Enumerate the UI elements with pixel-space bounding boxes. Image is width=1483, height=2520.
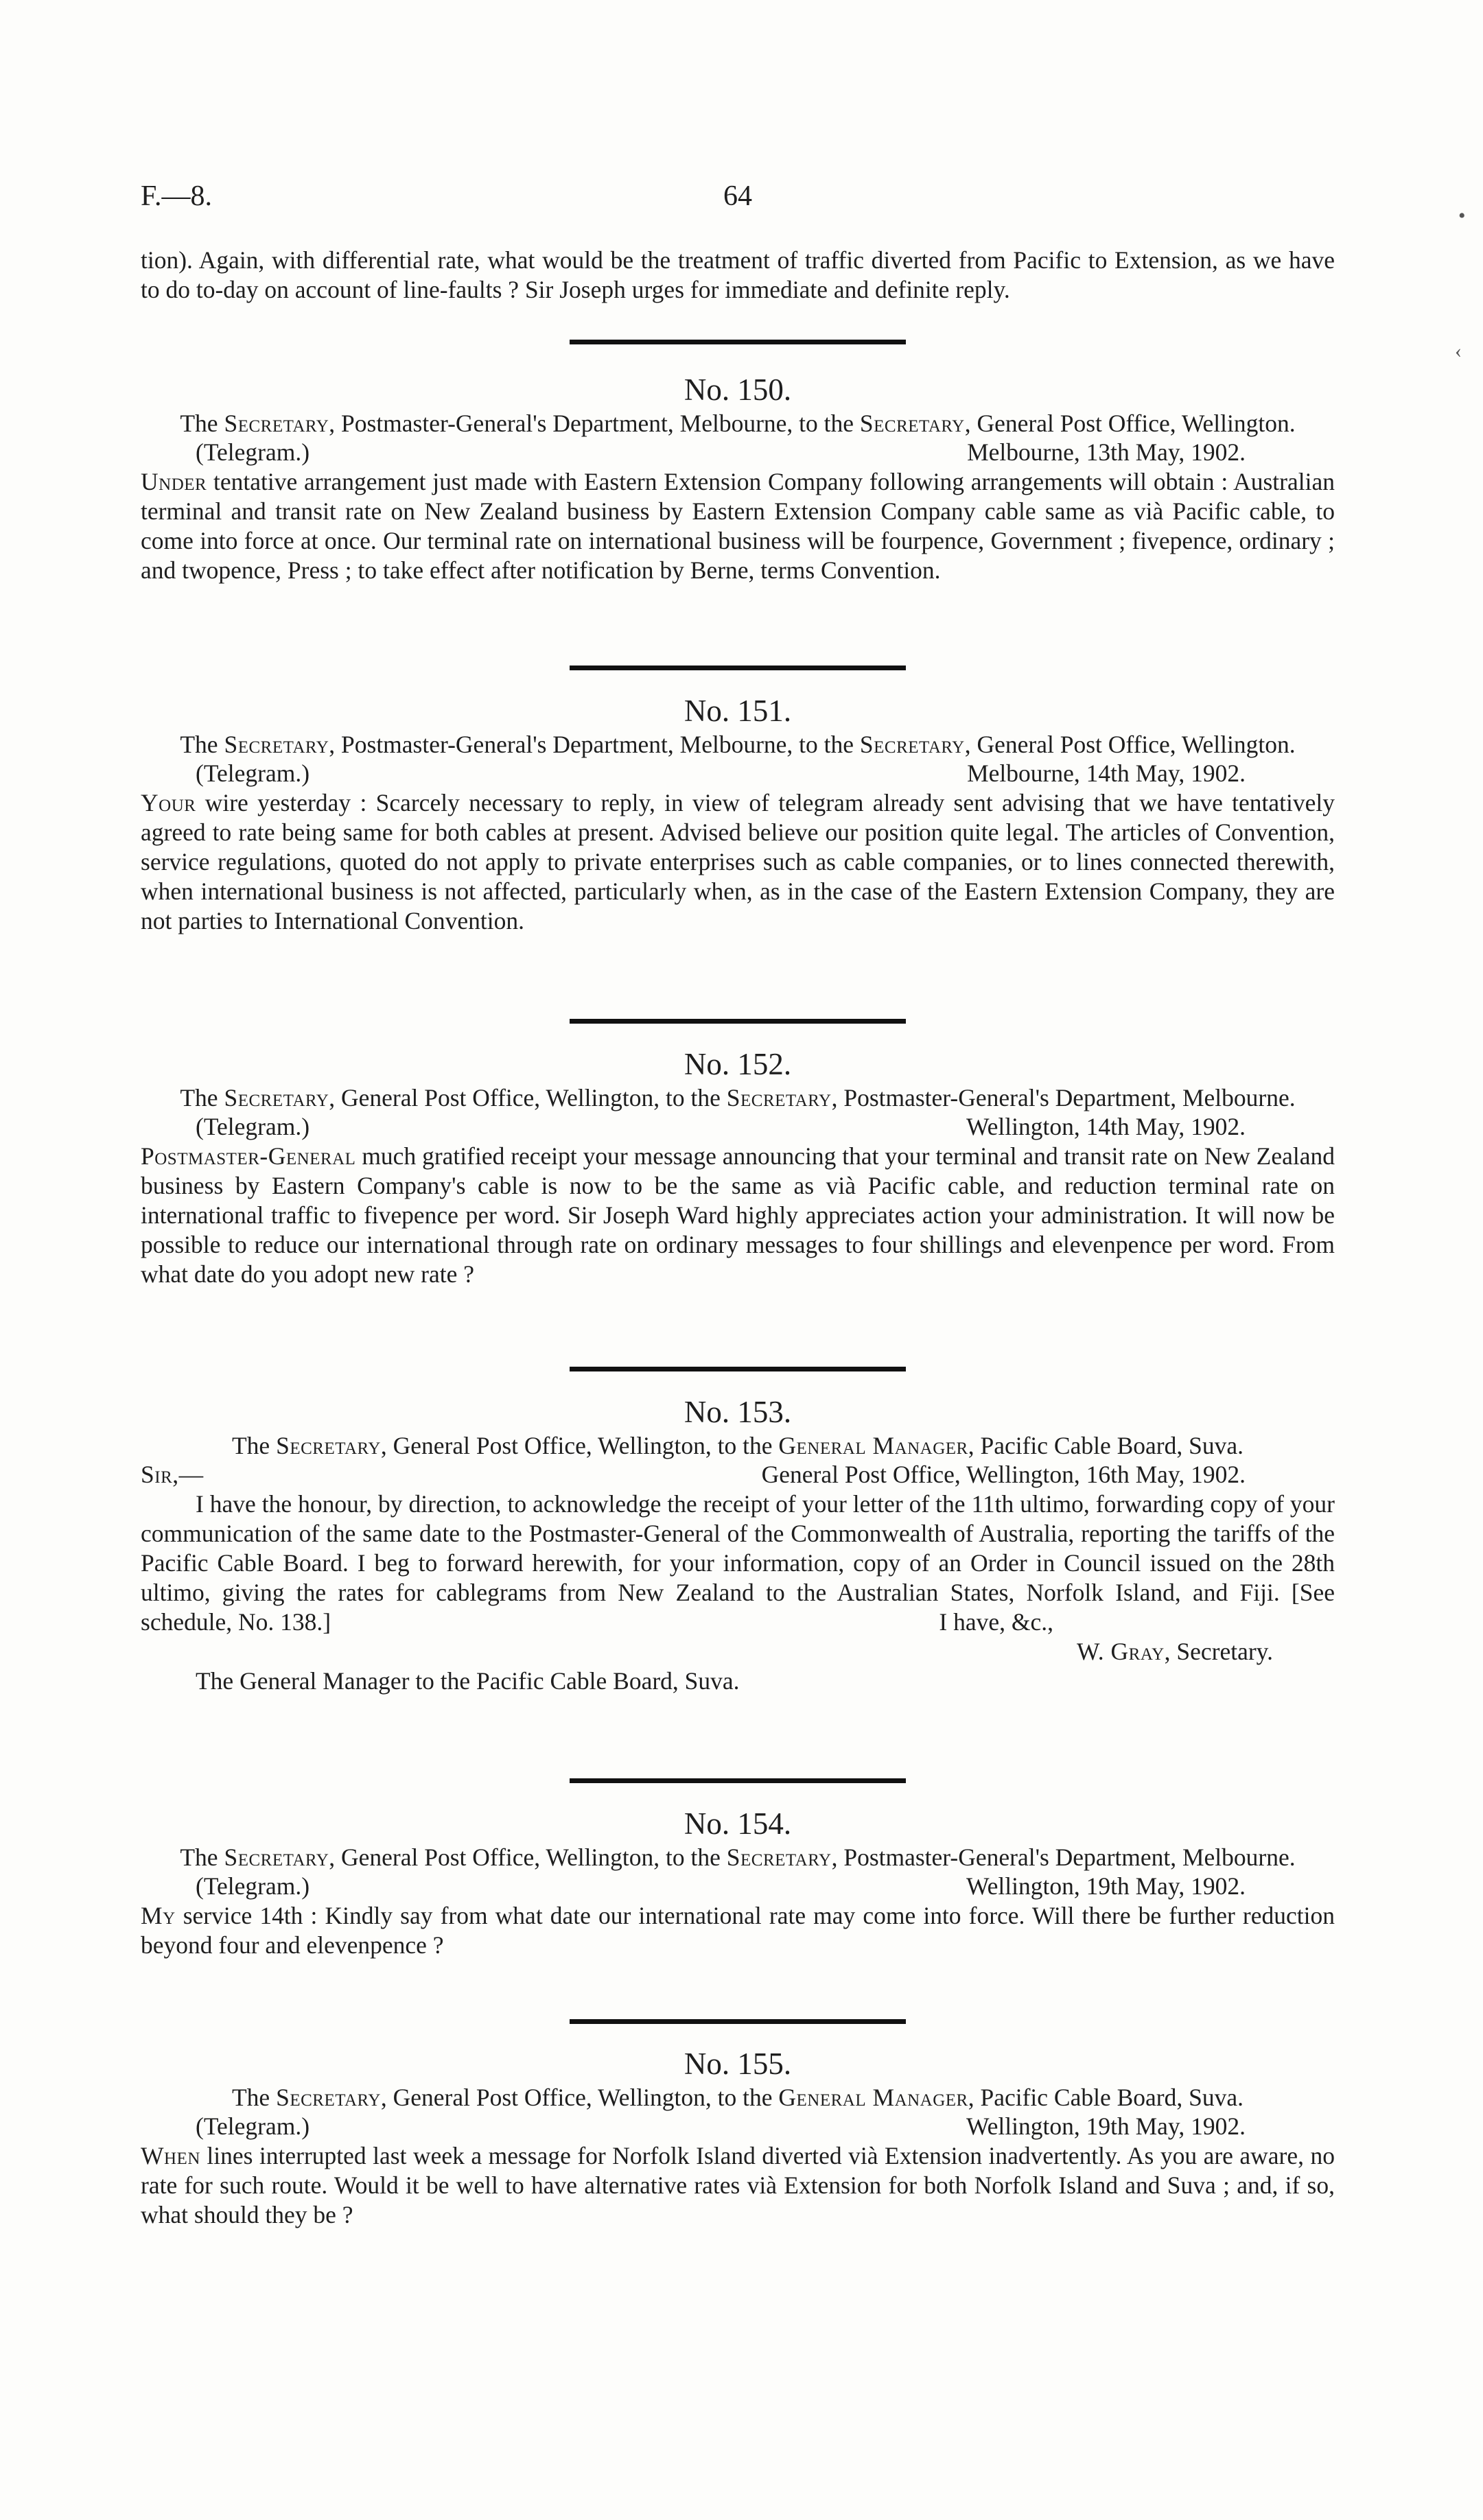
scan-mark: • [1458,204,1466,227]
separator-rule [141,1367,1335,1371]
addressee: The General Manager to the Pacific Cable Board, Suva. [196,1667,740,1695]
item-heading: The Secretary, General Post Office, Wellington, to the Secretary, Postmaster-General's Department, Melbourne. [180,1844,1296,1871]
closing-line [141,1608,1335,1637]
separator-rule [141,2019,1335,2024]
separator-rule [141,666,1335,670]
item-body: My service 14th : Kindly say from what date our international rate may come into force. Will there be further reduction beyond four and elevenpence ? [141,1902,1335,1959]
signature: W. Gray, Secretary. [1077,1638,1273,1665]
closing: I have, &c., [939,1608,1053,1636]
place-date: General Post Office, Wellington, 16th May, 1902. [761,1461,1246,1488]
item-number: No. 150. [684,373,792,407]
document-reference: F.—8. [141,180,212,212]
intro-paragraph: tion). Again, with differential rate, what would be the treatment of traffic diverted from Pacific to Extension, as we have to do to-day on account of line-faults ? Sir Joseph urges for immediate and definite reply. [141,246,1335,303]
item-number: No. 152. [684,1047,792,1081]
telegram-label: (Telegram.) [196,759,310,787]
item-heading: The Secretary, Postmaster-General's Department, Melbourne, to the Secretary, General Post Office, Wellington. [180,410,1296,437]
item-heading: The Secretary, General Post Office, Wellington, to the Secretary, Postmaster-General's Department, Melbourne. [180,1084,1296,1111]
item-154 [141,1804,1335,1960]
telegram-label: (Telegram.) [196,438,310,466]
item-body: When lines interrupted last week a message for Norfolk Island diverted vià Extension inadvertently. As you are aware, no rate for such route. Would it be well to have alternative rates vià Extension for both Norfolk Island and Suva ; and, if so, what should they be ? [141,2142,1335,2228]
page-number: 64 [723,180,752,212]
item-body: Under tentative arrangement just made with Eastern Extension Company following arrangements will obtain : Australian terminal and transit rate on New Zealand business by Eastern Extension Company cable same as vià Pacific cable, to come into force at once. Our terminal rate on international business will be fourpence, Government ; fivepence, ordinary ; and twopence, Press ; to take effect after notification by Berne, terms Convention. [141,468,1335,584]
intro-block [141,246,1335,305]
place-date: Wellington, 19th May, 1902. [966,2112,1246,2140]
item-body: I have the honour, by direction, to acknowledge the receipt of your letter of the 11th ultimo, forwarding copy of your communication of the same date to the Postmaster-General of the Commonwealth of Australia, reporting the tariffs of the Pacific Cable Board. I beg to forward herewith, for your information, copy of an Order in Council issued on the 28th ultimo, giving the rates for cablegrams from New Zealand to the Australian States, Norfolk Island, and Fiji. [See schedule, No. 138.] [141,1490,1335,1636]
item-meta [141,1112,1335,1142]
item-meta [141,1460,1335,1489]
place-date: Melbourne, 14th May, 1902. [967,759,1246,787]
item-body: Your wire yesterday : Scarcely necessary to reply, in view of telegram already sent advising that we have tentatively agreed to rate being same for both cables at present. Advised believe our position quite legal. The articles of Convention, service regulations, quoted do not apply to private enterprises such as cable companies, or to lines connected therewith, when international business is not affected, particularly when, as in the case of the Eastern Extension Company, they are not parties to International Convention. [141,789,1335,934]
item-heading: The Secretary, Postmaster-General's Department, Melbourne, to the Secretary, General Post Office, Wellington. [180,731,1296,758]
item-number: No. 155. [684,2047,792,2081]
salutation: Sir,— [141,1461,204,1488]
item-heading: The Secretary, General Post Office, Wellington, to the General Manager, Pacific Cable Board, Suva. [232,1432,1243,1459]
item-150 [141,370,1335,585]
item-number: No. 153. [684,1395,792,1429]
separator-rule [141,1019,1335,1024]
item-meta [141,1872,1335,1901]
item-meta [141,438,1335,467]
place-date: Wellington, 14th May, 1902. [966,1113,1246,1140]
item-number: No. 151. [684,694,792,728]
item-meta [141,759,1335,788]
separator-rule [141,340,1335,344]
item-body: Postmaster-General much gratified receipt your message announcing that your terminal and transit rate on New Zealand business by Eastern Company's cable is now to be the same as vià Pacific cable, and reduction terminal rate on international traffic to fivepence per word. Sir Joseph Ward highly appreciates action your administration. It will now be possible to reduce our international through rate on ordinary messages to four shillings and elevenpence per word. From what date do you adopt new rate ? [141,1142,1335,1288]
separator-rule [141,1778,1335,1783]
telegram-label: (Telegram.) [196,1872,310,1900]
telegram-label: (Telegram.) [196,2112,310,2140]
item-155 [141,2045,1335,2230]
place-date: Melbourne, 13th May, 1902. [967,438,1246,466]
place-date: Wellington, 19th May, 1902. [966,1872,1246,1900]
scan-mark: ‹ [1455,340,1462,362]
item-heading: The Secretary, General Post Office, Wellington, to the General Manager, Pacific Cable Board, Suva. [232,2084,1243,2111]
telegram-label: (Telegram.) [196,1113,310,1140]
item-number: No. 154. [684,1806,792,1841]
item-151 [141,692,1335,936]
running-head [141,180,1335,221]
item-meta [141,2112,1335,2141]
item-153 [141,1393,1335,1696]
item-152 [141,1045,1335,1289]
signature-line [141,1637,1335,1667]
